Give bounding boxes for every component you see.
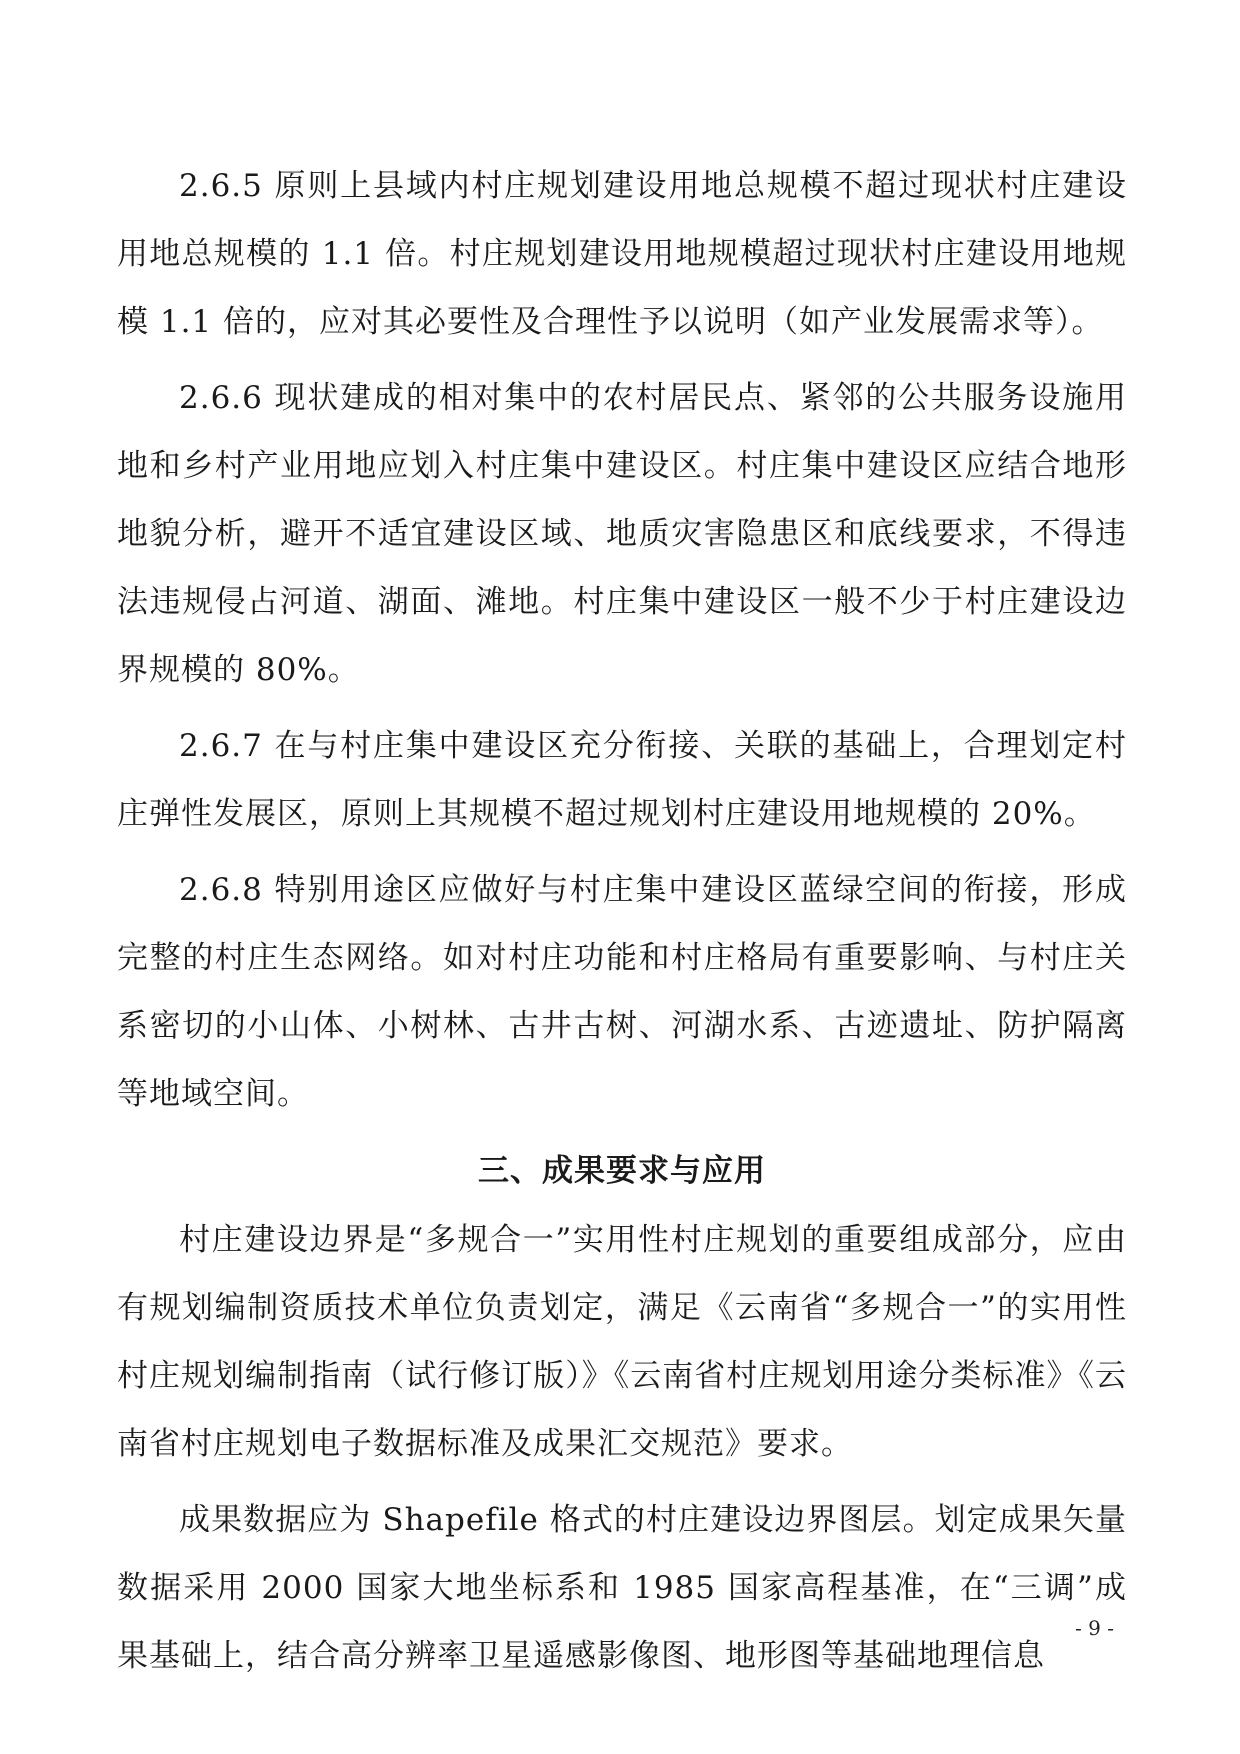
page-number: - 9 - (1075, 1616, 1114, 1640)
paragraph-2-6-5: 2.6.5 原则上县域内村庄规划建设用地总规模不超过现状村庄建设用地总规模的 1.1 倍。村庄规划建设用地规模超过现状村庄建设用地规模 1.1 倍的，应对其必要性及合理性予以说明（如产业发展需求等）。 (117, 168, 1127, 340)
paragraph-2-6-7: 2.6.7 在与村庄集中建设区充分衔接、关联的基础上，合理划定村庄弹性发展区，原则上其规模不超过规划村庄建设用地规模的 20%。 (117, 728, 1127, 832)
paragraph-2-6-8: 2.6.8 特别用途区应做好与村庄集中建设区蓝绿空间的衔接，形成完整的村庄生态网络。如对村庄功能和村庄格局有重要影响、与村庄关系密切的小山体、小树林、古井古树、河湖水系、古迹遗址、防护隔离等地域空间。 (117, 872, 1127, 1112)
document-body (117, 152, 1127, 1698)
section-heading: 三、成果要求与应用 (478, 1153, 766, 1189)
paragraph-boundary-requirements: 村庄建设边界是“多规合一”实用性村庄规划的重要组成部分，应由有规划编制资质技术单位负责划定，满足《云南省“多规合一”的实用性村庄规划编制指南（试行修订版）》《云南省村庄规划用途分类标准》《云南省村庄规划电子数据标准及成果汇交规范》要求。 (117, 1222, 1127, 1462)
paragraph-2-6-6: 2.6.6 现状建成的相对集中的农村居民点、紧邻的公共服务设施用地和乡村产业用地应划入村庄集中建设区。村庄集中建设区应结合地形地貌分析，避开不适宜建设区域、地质灾害隐患区和底线要求，不得违法违规侵占河道、湖面、滩地。村庄集中建设区一般不少于村庄建设边界规模的 80%。 (117, 380, 1127, 688)
paragraph-data-format: 成果数据应为 Shapefile 格式的村庄建设边界图层。划定成果矢量数据采用 2000 国家大地坐标系和 1985 国家高程基准，在“三调”成果基础上，结合高分辨率卫星遥感影像图、地形图等基础地理信息 (117, 1502, 1127, 1674)
